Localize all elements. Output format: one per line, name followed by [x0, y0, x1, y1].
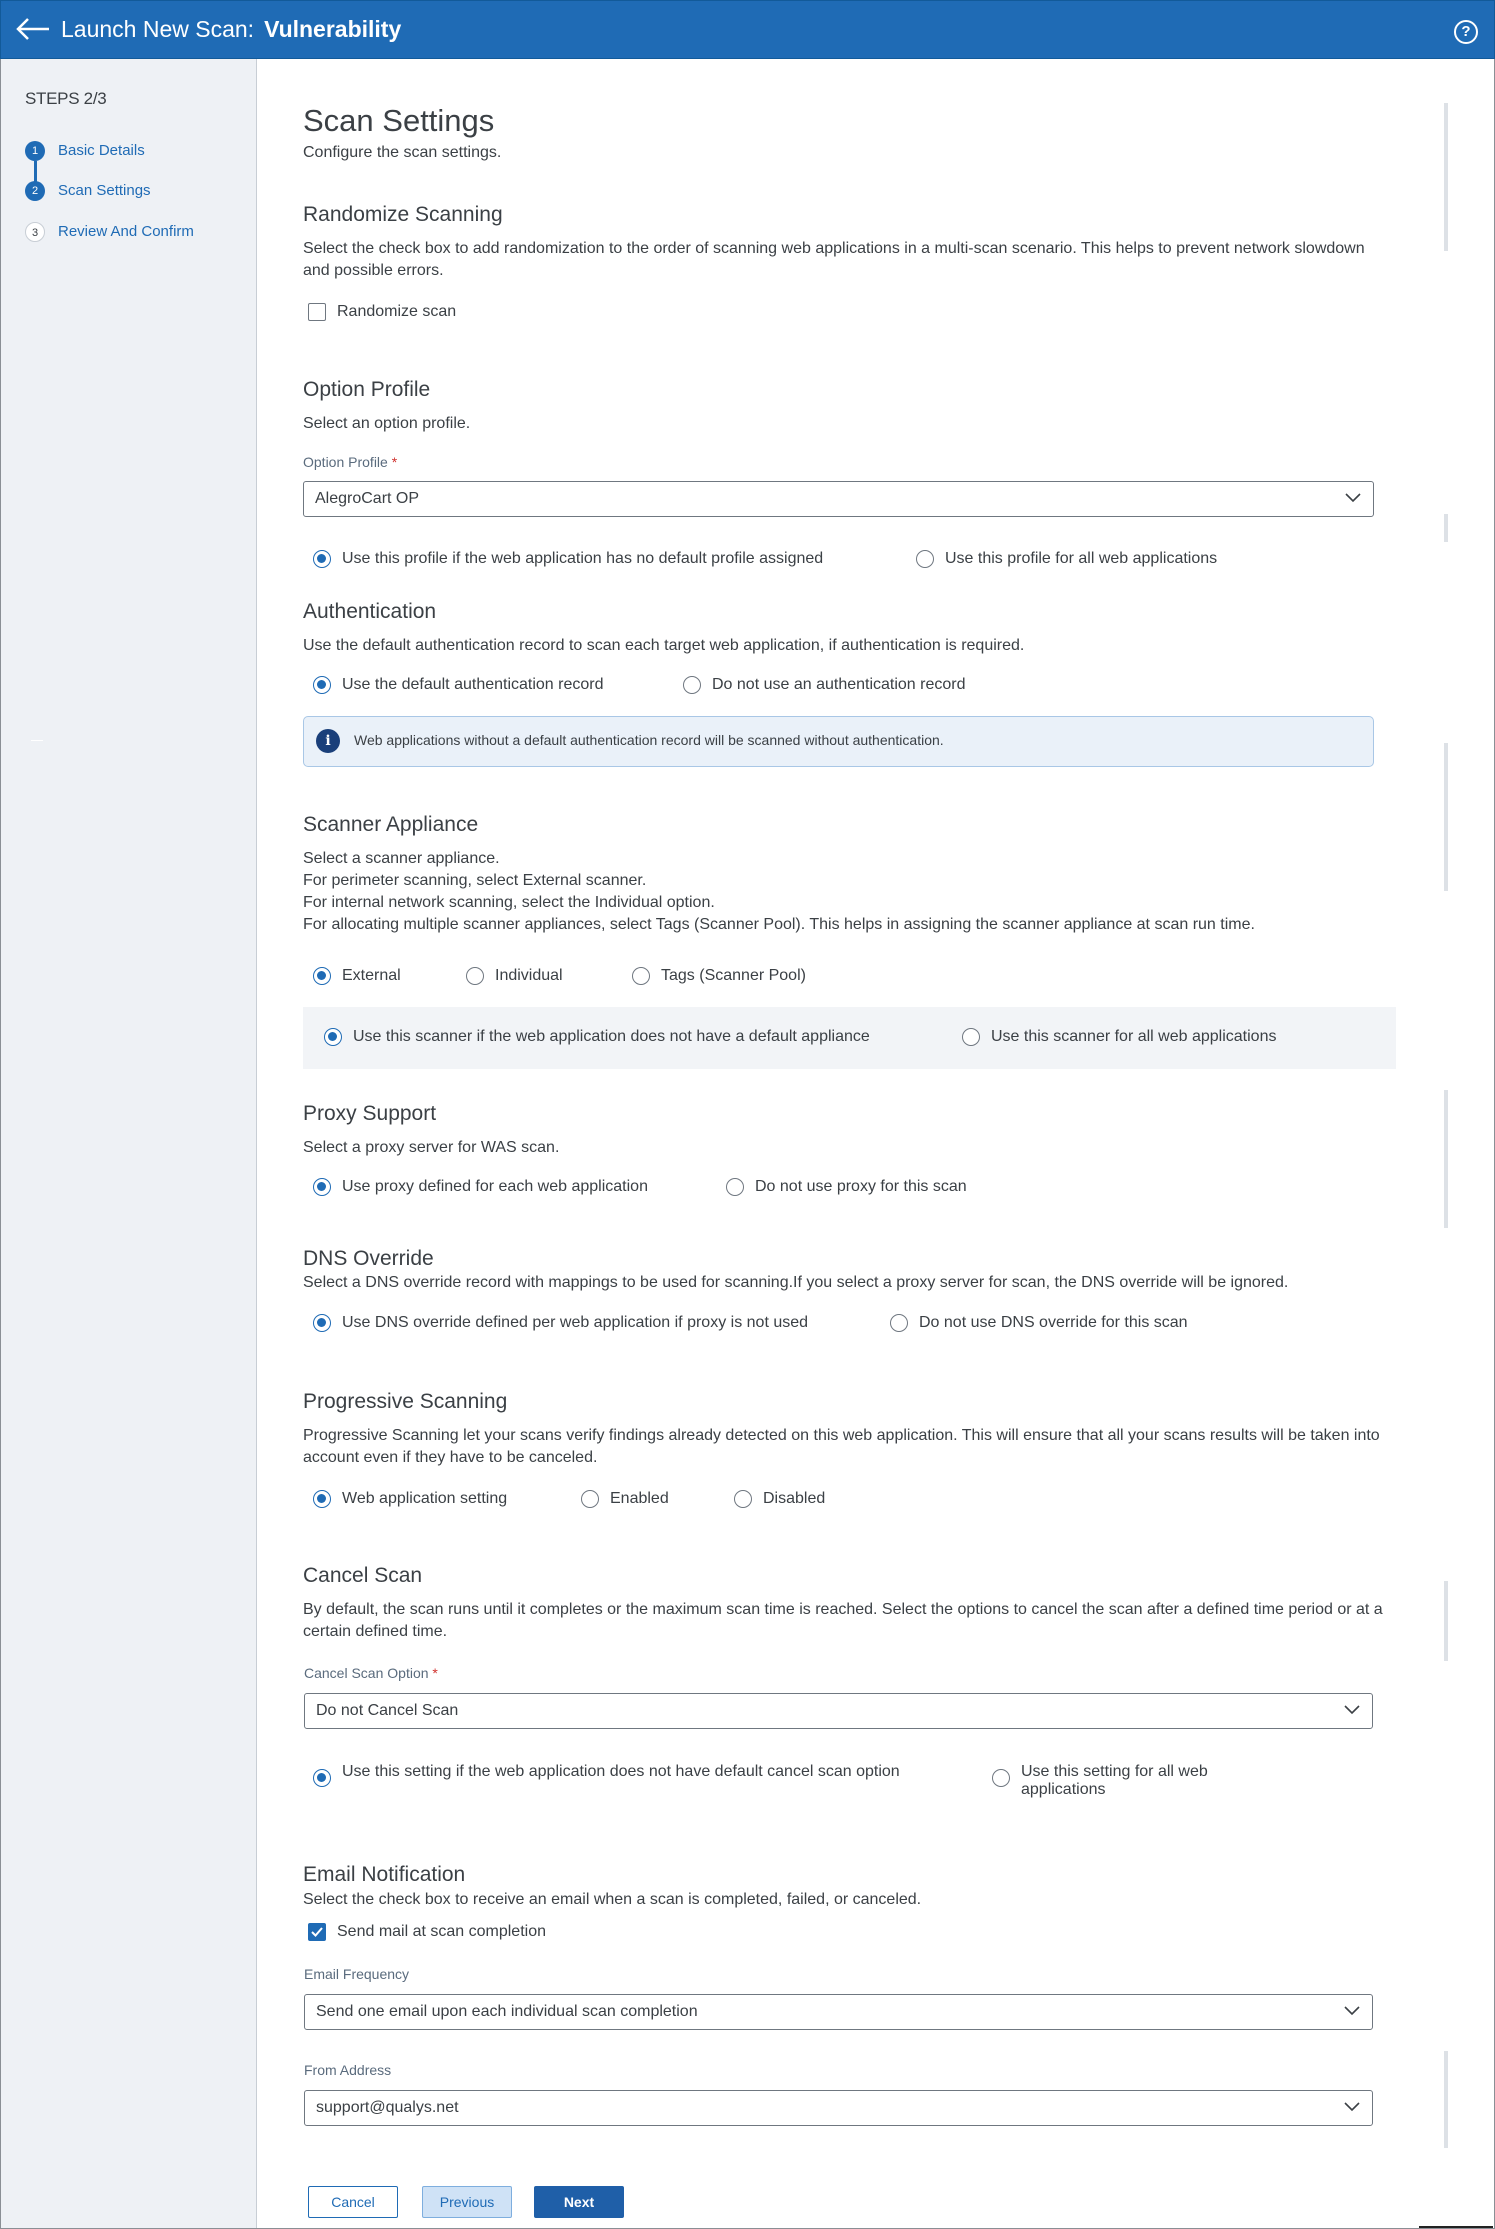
scrollbar-segment[interactable]	[1444, 2051, 1448, 2148]
radio-progressive-disabled[interactable]	[734, 1490, 825, 1508]
chevron-down-icon	[1344, 1705, 1360, 1715]
radio-dot[interactable]	[916, 550, 934, 568]
email-desc: Select the check box to receive an email when a scan is completed, failed, or canceled.	[303, 1891, 922, 1908]
radio-label: Web application setting	[342, 1490, 508, 1507]
scanner-desc-line: Select a scanner appliance.	[303, 850, 500, 867]
required-mark: *	[391, 454, 398, 470]
authentication-title: Authentication	[303, 600, 437, 623]
radio-dot[interactable]	[683, 676, 701, 694]
progressive-desc: Progressive Scanning let your scans verify findings already detected on this web application. This will ensure that all your scans results will be taken into account even if they have to be canceled.	[303, 1427, 1380, 1466]
radio-dot[interactable]	[992, 1769, 1010, 1787]
radio-label: Disabled	[763, 1490, 826, 1507]
cancel-scan-select[interactable]	[304, 1693, 1373, 1729]
radio-label: Use this scanner for all web applications	[991, 1028, 1277, 1045]
radio-label: Do not use an authentication record	[712, 676, 966, 693]
radio-auth-none[interactable]	[683, 676, 966, 694]
page-title: Scan Settings	[303, 103, 495, 138]
radio-dot[interactable]	[313, 1178, 331, 1196]
field-label-text: Cancel Scan Option	[304, 1665, 429, 1681]
checkbox-label: Randomize scan	[337, 303, 457, 320]
scanner-desc-line: For internal network scanning, select the Individual option.	[303, 894, 715, 911]
radio-label: Use proxy defined for each web application	[342, 1178, 648, 1195]
step-label: Basic Details	[58, 142, 145, 159]
authentication-desc: Use the default authentication record to scan each target web application, if authentication is required.	[303, 637, 1025, 654]
step-label: Review And Confirm	[58, 223, 194, 240]
radio-scanner-external[interactable]	[313, 967, 401, 985]
randomize-desc: Select the check box to add randomization to the order of scanning web applications in a multi-scan scenario. This helps to prevent network slowdown and possible errors.	[303, 240, 1365, 279]
cancel-title: Cancel Scan	[303, 1564, 423, 1587]
progressive-title: Progressive Scanning	[303, 1390, 508, 1413]
radio-dot[interactable]	[313, 1314, 331, 1332]
chevron-down-icon	[1344, 2102, 1360, 2112]
radio-label: Use this setting if the web application does not have default cancel scan option	[342, 1763, 900, 1780]
info-icon: i	[316, 729, 340, 753]
main-content	[258, 59, 1494, 2228]
option-profile-title: Option Profile	[303, 378, 431, 401]
steps-title: STEPS 2/3	[25, 89, 107, 108]
field-label-text: Option Profile	[303, 454, 388, 470]
checkbox-box[interactable]	[308, 303, 326, 321]
chevron-down-icon	[1344, 2006, 1360, 2016]
scanner-desc-line: For perimeter scanning, select External scanner.	[303, 872, 647, 889]
radio-dot[interactable]	[313, 550, 331, 568]
radio-cancel-all[interactable]	[992, 1763, 1281, 1799]
radio-label: Use this scanner if the web application does not have a default appliance	[353, 1028, 870, 1045]
email-title: Email Notification	[303, 1863, 466, 1886]
help-icon[interactable]: ?	[1454, 20, 1478, 44]
steps-sidebar	[1, 59, 257, 2228]
scrollbar-segment[interactable]	[1444, 1090, 1448, 1228]
previous-button[interactable]: Previous	[422, 2186, 512, 2218]
radio-label: Tags (Scanner Pool)	[661, 967, 806, 984]
page-header-title	[61, 16, 401, 43]
radio-label: Individual	[495, 967, 563, 984]
option-profile-select[interactable]	[303, 481, 1374, 517]
scrollbar-segment[interactable]	[1444, 743, 1448, 891]
cancel-desc: By default, the scan runs until it completes or the maximum scan time is reached. Select the options to cancel the scan after a defined time period or at a certain defined time.	[303, 1601, 1383, 1640]
checkbox-box[interactable]	[308, 1923, 326, 1941]
radio-scanner-tags[interactable]	[632, 967, 806, 985]
radio-scanner-all[interactable]	[962, 1028, 1276, 1046]
email-frequency-label: Email Frequency	[304, 1966, 410, 1982]
select-value: support@qualys.net	[316, 2099, 459, 2116]
radio-label: Use this setting for all web applications	[1021, 1763, 1208, 1798]
radio-profile-default[interactable]	[313, 550, 823, 568]
select-value: AlegroCart OP	[315, 490, 420, 507]
radio-dns-none[interactable]	[890, 1314, 1188, 1332]
step-number: 3	[25, 222, 45, 242]
option-profile-desc: Select an option profile.	[303, 415, 471, 432]
radio-dot[interactable]	[466, 967, 484, 985]
step-number: 2	[25, 181, 45, 201]
back-arrow-icon[interactable]	[15, 15, 51, 45]
radio-label: Do not use DNS override for this scan	[919, 1314, 1188, 1331]
scrollbar-segment[interactable]	[1444, 103, 1448, 251]
radio-dot[interactable]	[632, 967, 650, 985]
cancel-button[interactable]: Cancel	[308, 2186, 398, 2218]
radio-label: Use this profile for all web applications	[945, 550, 1218, 567]
dns-title: DNS Override	[303, 1247, 434, 1270]
radio-cancel-default[interactable]	[313, 1763, 932, 1787]
proxy-title: Proxy Support	[303, 1102, 437, 1125]
radio-auth-default[interactable]	[313, 676, 604, 694]
select-value: Send one email upon each individual scan completion	[316, 2003, 698, 2020]
scrollbar-segment[interactable]	[1444, 514, 1448, 542]
radio-dot[interactable]	[581, 1490, 599, 1508]
radio-label: Use this profile if the web application has no default profile assigned	[342, 550, 824, 567]
header-scan-type: Vulnerability	[264, 16, 402, 42]
radio-label: Enabled	[610, 1490, 669, 1507]
step-number: 1	[25, 141, 45, 161]
check-icon	[310, 1925, 324, 1939]
select-value: Do not Cancel Scan	[316, 1702, 459, 1719]
radio-dns-per-app[interactable]	[313, 1314, 808, 1332]
window-resize-handle	[1419, 2226, 1493, 2228]
next-button[interactable]: Next	[534, 2186, 624, 2218]
radio-dot[interactable]	[313, 1490, 331, 1508]
radio-progressive-web[interactable]	[313, 1490, 507, 1508]
radio-dot[interactable]	[734, 1490, 752, 1508]
page-header	[0, 0, 1495, 59]
from-address-label: From Address	[304, 2062, 392, 2078]
randomize-checkbox[interactable]	[308, 303, 456, 321]
checkbox-label: Send mail at scan completion	[337, 1923, 546, 1940]
radio-label: Do not use proxy for this scan	[755, 1178, 967, 1195]
info-text: Web applications without a default authentication record will be scanned without authentication.	[354, 732, 944, 748]
radio-dot[interactable]	[313, 676, 331, 694]
email-frequency-select[interactable]	[304, 1994, 1373, 2030]
radio-dot[interactable]	[313, 1769, 331, 1787]
radio-scanner-individual[interactable]	[466, 967, 563, 985]
radio-dot[interactable]	[962, 1028, 980, 1046]
email-checkbox[interactable]	[308, 1923, 546, 1941]
page-subtitle: Configure the scan settings.	[303, 144, 502, 161]
chevron-down-icon	[1345, 493, 1361, 503]
radio-dot[interactable]	[324, 1028, 342, 1046]
step-label: Scan Settings	[58, 182, 151, 199]
radio-proxy-each[interactable]	[313, 1178, 648, 1196]
scanner-desc-line: For allocating multiple scanner appliances, select Tags (Scanner Pool). This helps in assigning the scanner appliance at scan run time.	[303, 916, 1255, 933]
header-title-text: Launch New Scan:	[61, 16, 255, 42]
from-address-select[interactable]	[304, 2090, 1373, 2126]
randomize-title: Randomize Scanning	[303, 203, 503, 226]
radio-dot[interactable]	[890, 1314, 908, 1332]
radio-progressive-enabled[interactable]	[581, 1490, 669, 1508]
radio-dot[interactable]	[726, 1178, 744, 1196]
step-connector	[34, 161, 37, 183]
scanner-title: Scanner Appliance	[303, 813, 479, 836]
sidebar-divider	[31, 740, 43, 741]
dns-desc: Select a DNS override record with mappings to be used for scanning.If you select a proxy server for scan, the DNS override will be ignored.	[303, 1274, 1289, 1291]
radio-label: External	[342, 967, 401, 984]
radio-label: Use DNS override defined per web application if proxy is not used	[342, 1314, 809, 1331]
radio-dot[interactable]	[313, 967, 331, 985]
radio-proxy-none[interactable]	[726, 1178, 967, 1196]
option-profile-field-label	[303, 454, 397, 470]
radio-scanner-default[interactable]	[324, 1028, 870, 1046]
proxy-desc: Select a proxy server for WAS scan.	[303, 1139, 560, 1156]
radio-label: Use the default authentication record	[342, 676, 604, 693]
scrollbar-segment[interactable]	[1444, 1581, 1448, 1661]
radio-profile-all[interactable]	[916, 550, 1217, 568]
required-mark: *	[432, 1665, 438, 1681]
auth-info-banner	[303, 716, 1374, 767]
cancel-field-label	[304, 1665, 438, 1681]
